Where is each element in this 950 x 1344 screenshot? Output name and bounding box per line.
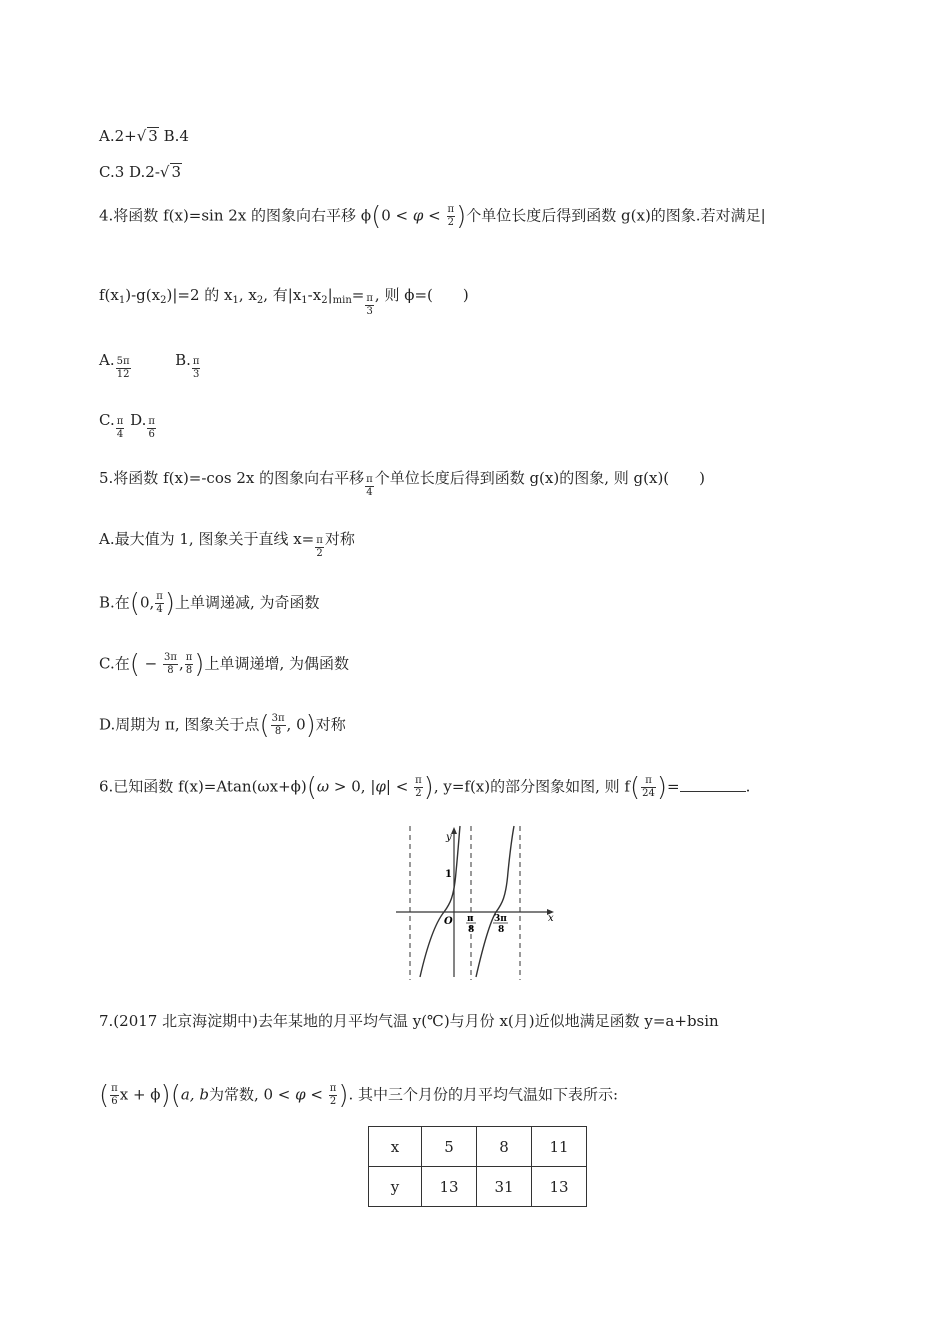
q6-stem-text: 6.已知函数 f(x)=Atan(ωx+ϕ) — [99, 777, 307, 796]
fraction-denominator: 2 — [447, 217, 454, 228]
left-paren: ( — [371, 201, 382, 232]
q5-option-text: 上单调递增, 为偶函数 — [204, 654, 349, 673]
q7-stem-text: . 其中三个月份的月平均气温如下表所示: — [348, 1085, 619, 1104]
option-label: D. — [130, 411, 147, 429]
phi-symbol: φ — [375, 777, 386, 796]
q4-text: )|=2 的 x — [166, 286, 233, 304]
fraction-denominator: 4 — [116, 429, 124, 440]
fraction-numerator: π — [156, 591, 163, 602]
option-label: B. — [175, 351, 191, 369]
q7-condition-text: 为常数, 0 < — [208, 1085, 291, 1104]
q4-options-cd — [99, 410, 157, 441]
subscript: 1 — [232, 295, 239, 306]
phi-symbol: φ — [412, 206, 424, 225]
fraction-numerator: π — [192, 356, 200, 367]
y-axis-arrow — [451, 827, 457, 834]
subscript: 2 — [160, 295, 167, 306]
subscript-min: min — [332, 295, 352, 306]
q4-text: = — [351, 286, 365, 304]
q6-stem-text: . — [745, 777, 751, 796]
q5-option-c — [99, 649, 349, 680]
q6-stem-text: = — [667, 777, 680, 796]
q7-condition-text: < — [305, 1085, 323, 1104]
fraction — [365, 474, 374, 499]
q4-stem-line1 — [99, 201, 766, 232]
table-row — [369, 1167, 587, 1207]
origin-label: O — [444, 916, 453, 927]
fraction-numerator: 3π — [164, 652, 177, 663]
right-paren: ) — [423, 772, 434, 803]
q7-constants-text: a, b — [180, 1085, 209, 1104]
fraction-numerator: π — [116, 416, 124, 427]
left-paren: ( — [629, 772, 641, 803]
q3-option-a-text: A.2+ — [99, 127, 137, 145]
q5-option-text: B.在 — [99, 593, 130, 612]
q4-text: , 有|x — [263, 286, 302, 304]
q4-text: | — [327, 286, 333, 304]
q5-interval-text: , — [178, 654, 184, 673]
fraction — [315, 535, 324, 560]
x-axis-label: x — [548, 913, 554, 924]
q5-stem — [99, 468, 705, 499]
tan-branch-2 — [476, 826, 514, 977]
fraction-denominator: 24 — [642, 788, 655, 799]
fraction-numerator: π — [111, 1083, 118, 1094]
fraction-denominator: 8 — [185, 665, 193, 676]
left-paren: ( — [170, 1080, 181, 1111]
q7-stem-text: 7.(2017 北京海淀期中)去年某地的月平均气温 y(℃)与月份 x(月)近似地满足函数 y=a+bsin — [99, 1012, 719, 1030]
fraction-numerator: π — [329, 1083, 337, 1094]
q5-option-b — [99, 588, 320, 619]
fraction-denominator: 3 — [193, 369, 200, 380]
subscript: 2 — [256, 295, 264, 306]
phi-symbol: φ — [295, 1085, 306, 1104]
q4-stem-text: 个单位长度后得到函数 g(x)的图象.若对满足| — [466, 206, 766, 225]
table-cell: 31 — [477, 1167, 532, 1207]
fraction — [447, 204, 456, 229]
table-cell: 5 — [422, 1127, 477, 1167]
fraction-denominator: 4 — [156, 604, 163, 615]
q4-text: )-g(x — [125, 286, 161, 304]
q6-condition-text: > 0, | — [329, 777, 376, 796]
temperature-table — [368, 1126, 587, 1207]
q5-interval-text: − — [139, 654, 158, 673]
fraction-numerator: π — [316, 535, 323, 546]
q6-condition-text: | < — [385, 777, 409, 796]
fraction-denominator: 6 — [111, 1096, 118, 1107]
table-row — [369, 1127, 587, 1167]
table-cell: x — [369, 1127, 422, 1167]
right-paren: ) — [338, 1080, 349, 1111]
sqrt-symbol: √ — [159, 163, 170, 181]
left-paren: ( — [129, 588, 140, 619]
q4-text: -x — [307, 286, 322, 304]
left-paren: ( — [259, 710, 270, 741]
option-label: A. — [99, 351, 115, 369]
fraction-denominator: 3 — [366, 306, 373, 317]
q4-interval-text: < — [423, 206, 441, 225]
fraction-numerator: π — [185, 652, 193, 663]
q4-stem-text: 4.将函数 f(x)=sin 2x 的图象向右平移 ϕ — [99, 206, 372, 225]
fraction-numerator: 5π — [116, 356, 130, 367]
q5-option-text: 上单调递减, 为奇函数 — [175, 593, 320, 612]
fraction — [271, 713, 286, 738]
option-label: C. — [99, 411, 115, 429]
fraction — [641, 775, 656, 800]
omega-symbol: ω — [316, 777, 330, 796]
left-paren: ( — [129, 649, 140, 680]
fraction — [116, 356, 131, 381]
q5-option-text: 对称 — [324, 530, 355, 548]
fraction — [414, 775, 423, 800]
fraction-denominator: 8 — [167, 665, 174, 676]
right-paren: ) — [305, 710, 316, 741]
fraction-denominator: 4 — [366, 487, 373, 498]
fraction-numerator: π — [447, 204, 455, 215]
fraction-denominator: 2 — [316, 548, 323, 559]
q5-option-a — [99, 529, 355, 560]
right-paren: ) — [656, 772, 668, 803]
q7-stem-line1 — [99, 1011, 719, 1031]
q4-text: f(x — [99, 286, 119, 304]
sqrt-symbol: √ — [136, 127, 147, 145]
fraction — [163, 652, 178, 677]
q7-stem-line2 — [99, 1080, 619, 1111]
left-paren: ( — [306, 772, 317, 803]
right-paren: ) — [160, 1080, 171, 1111]
fraction-numerator: π — [641, 775, 656, 788]
q5-option-text: A.最大值为 1, 图象关于直线 x= — [99, 530, 315, 548]
q5-option-text: C.在 — [99, 654, 130, 673]
fraction — [110, 1083, 119, 1108]
left-paren: ( — [99, 1080, 110, 1111]
q6-stem-text: , y=f(x)的部分图象如图, 则 f — [433, 777, 630, 796]
right-paren: ) — [456, 201, 467, 232]
q4-options-ab — [99, 350, 201, 381]
q3-option-cd-text: C.3 D.2- — [99, 163, 160, 181]
fraction — [147, 416, 156, 441]
table-cell: 13 — [422, 1167, 477, 1207]
right-paren: ) — [164, 588, 175, 619]
table-cell: 13 — [532, 1167, 587, 1207]
fraction-numerator: π — [366, 474, 373, 485]
q3-option-b-text: B.4 — [158, 127, 189, 145]
fraction — [155, 591, 164, 616]
q7-stem-text: x + ϕ — [119, 1085, 161, 1104]
fraction-numerator: π — [415, 775, 422, 786]
tick-3pi-8-den: 8 — [498, 925, 505, 935]
table-cell: 11 — [532, 1127, 587, 1167]
q3-options-ab — [99, 126, 189, 146]
tan-graph — [392, 822, 558, 982]
q5-stem-text: 个单位长度后得到函数 g(x)的图象, 则 g(x)( ) — [374, 469, 705, 487]
fraction-denominator: 12 — [116, 369, 130, 380]
fraction — [185, 652, 194, 677]
y-one-label: 1 — [445, 869, 452, 880]
fraction — [365, 293, 374, 318]
q5-stem-text: 5.将函数 f(x)=-cos 2x 的图象向右平移 — [99, 469, 365, 487]
fraction-numerator: π — [366, 293, 373, 304]
q4-stem-line2 — [99, 285, 469, 318]
fraction — [192, 356, 201, 381]
fraction — [329, 1083, 338, 1108]
q5-option-text: D.周期为 π, 图象关于点 — [99, 715, 260, 734]
subscript: 2 — [321, 295, 328, 306]
q3-option-d-radicand: 3 — [171, 163, 182, 181]
q5-interval-text: , 0 — [286, 715, 306, 734]
fraction-denominator: 2 — [415, 788, 422, 799]
q4-text: , x — [238, 286, 257, 304]
fraction — [116, 416, 125, 441]
y-axis-label: y — [446, 832, 452, 843]
subscript: 1 — [301, 295, 308, 306]
right-paren: ) — [194, 649, 205, 680]
q3-option-a-radicand: 3 — [148, 127, 158, 145]
fraction-denominator: 6 — [148, 429, 155, 440]
q4-text: , 则 ϕ=( ) — [374, 286, 469, 304]
tick-3pi-8-num: 3π — [494, 914, 507, 924]
q3-options-cd — [99, 162, 182, 182]
subscript: 1 — [118, 295, 126, 306]
fraction-numerator: 3π — [271, 713, 285, 724]
q4-interval-text: 0 < — [381, 206, 409, 225]
answer-blank[interactable] — [680, 779, 746, 792]
q6-stem — [99, 772, 751, 803]
table-cell: y — [369, 1167, 422, 1207]
tick-pi-8-num: π — [467, 914, 474, 924]
fraction-denominator: 8 — [274, 726, 282, 737]
q5-option-d — [99, 710, 346, 741]
q5-option-text: 对称 — [315, 715, 346, 734]
q5-interval-text: 0, — [139, 593, 155, 612]
tick-pi-8-den: 8 — [468, 925, 475, 935]
fraction-denominator: 2 — [329, 1096, 337, 1107]
table-cell: 8 — [477, 1127, 532, 1167]
fraction-numerator: π — [148, 416, 155, 427]
